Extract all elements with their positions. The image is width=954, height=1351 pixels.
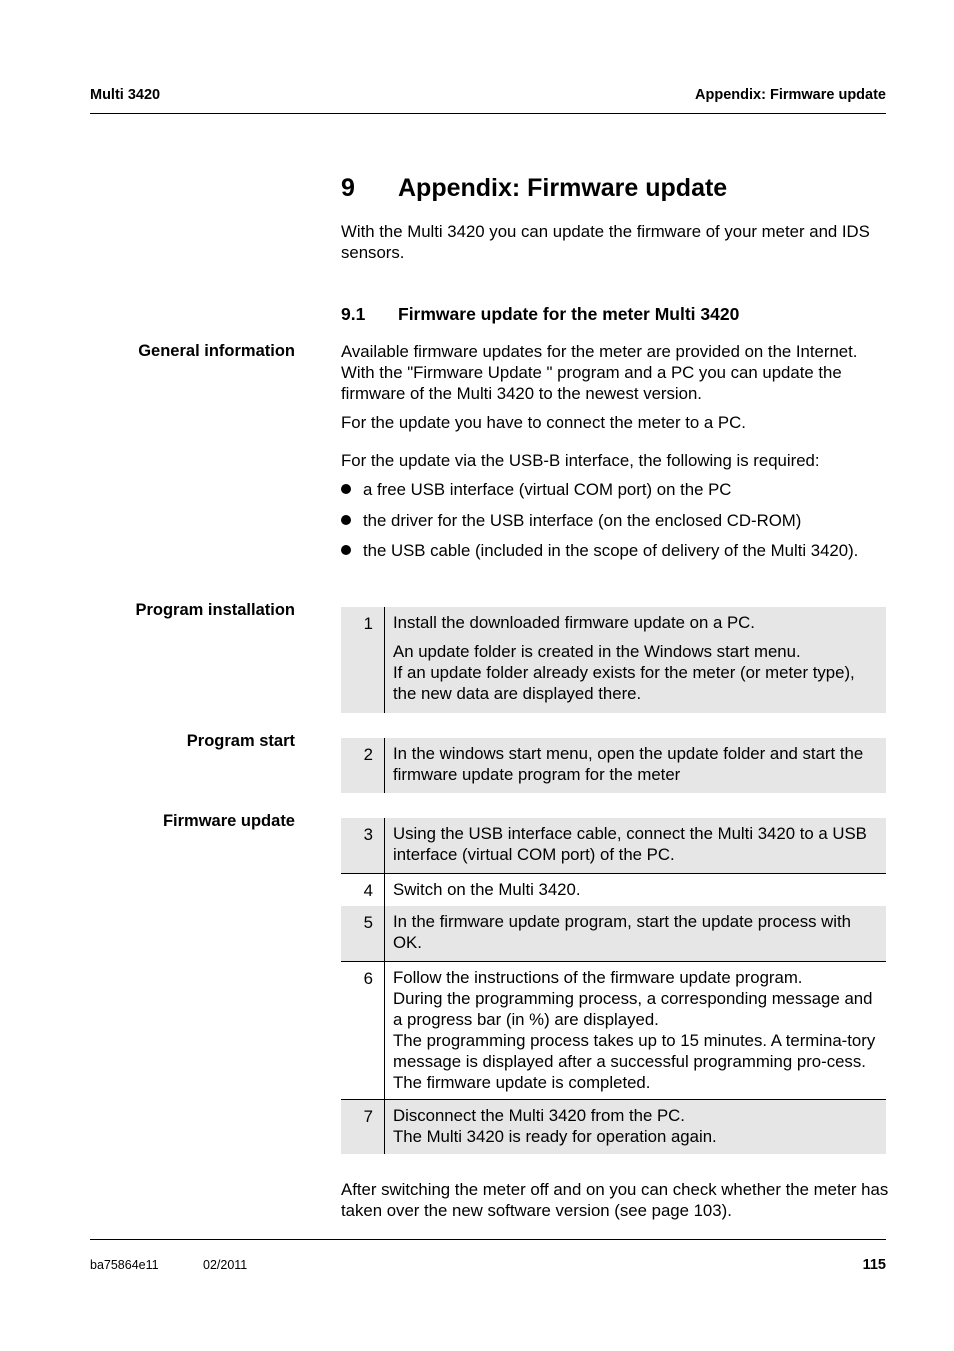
general-paragraph-3: For the update via the USB-B interface, the following is required: xyxy=(341,451,820,470)
list-item-text: the USB cable (included in the scope of delivery of the Multi 3420). xyxy=(363,541,859,560)
step-row xyxy=(341,738,886,793)
header-product: Multi 3420 xyxy=(90,87,161,103)
footer-rule xyxy=(90,1239,886,1240)
chapter-number: 9 xyxy=(341,174,355,202)
closing-paragraph: After switching the meter off and on you can check whether the meter has taken over the new software version (see page 103). xyxy=(341,1180,889,1220)
step-row xyxy=(341,962,886,1099)
list-item-text: the driver for the USB interface (on the enclosed CD-ROM) xyxy=(363,511,802,530)
step-line: In the firmware update program, start the update process with OK. xyxy=(393,912,851,952)
side-label-program-installation: Program installation xyxy=(135,601,295,619)
step-number: 6 xyxy=(363,969,373,988)
general-paragraph-2: For the update you have to connect the meter to a PC. xyxy=(341,413,746,432)
bullet-icon xyxy=(341,545,351,555)
step-line: In the windows start menu, open the update folder and start the firmware update program for the meter xyxy=(393,744,864,784)
bullet-icon xyxy=(341,484,351,494)
step-divider xyxy=(384,962,385,1099)
step-text xyxy=(393,612,878,704)
step-divider xyxy=(384,607,385,713)
step-number: 1 xyxy=(363,614,373,633)
step-line: Disconnect the Multi 3420 from the PC. The Multi 3420 is ready for operation again. xyxy=(393,1106,717,1146)
step-number: 7 xyxy=(363,1107,373,1126)
step-row xyxy=(341,874,886,906)
step-text xyxy=(393,743,878,785)
side-label-general-information: General information xyxy=(138,342,295,360)
step-text xyxy=(393,1105,878,1147)
step-row xyxy=(341,1100,886,1154)
step-text xyxy=(393,823,878,865)
step-row xyxy=(341,818,886,873)
side-label-firmware-update: Firmware update xyxy=(162,812,295,830)
step-divider xyxy=(384,1100,385,1154)
step-text xyxy=(393,879,878,900)
bullet-icon xyxy=(341,515,351,525)
step-line: Install the downloaded firmware update on a PC. xyxy=(393,613,755,632)
step-number: 2 xyxy=(363,745,373,764)
step-line: Follow the instructions of the firmware update program. During the programming process, a corresponding message and a progress bar (in %) are displayed. The programming process takes up to 15 minutes. A termina-tory message is displayed after a successful programming pro-cess. The firmware update is completed. xyxy=(393,968,876,1092)
step-number: 4 xyxy=(363,881,373,900)
step-row xyxy=(341,906,886,961)
step-text xyxy=(393,911,878,953)
section-number: 9.1 xyxy=(341,304,366,324)
list-item-text: a free USB interface (virtual COM port) on the PC xyxy=(363,480,732,499)
page-number: 115 xyxy=(862,1257,886,1273)
step-divider xyxy=(384,738,385,793)
step-line: Using the USB interface cable, connect the Multi 3420 to a USB interface (virtual COM port) of the PC. xyxy=(393,824,867,864)
step-number: 5 xyxy=(363,913,373,932)
side-label-program-start: Program start xyxy=(186,732,295,750)
footer-doc-id: ba75864e11 xyxy=(90,1258,159,1272)
chapter-title: Appendix: Firmware update xyxy=(398,174,728,202)
step-divider xyxy=(384,818,385,873)
step-text xyxy=(393,967,878,1093)
footer-date: 02/2011 xyxy=(203,1258,248,1272)
step-divider xyxy=(384,906,385,961)
step-number: 3 xyxy=(363,825,373,844)
header-section: Appendix: Firmware update xyxy=(695,87,886,103)
section-title: Firmware update for the meter Multi 3420 xyxy=(398,304,740,324)
step-row xyxy=(341,607,886,713)
step-line: An update folder is created in the Windows start menu. If an update folder already exists for the meter (or meter type), the new data are displayed there. xyxy=(393,642,855,703)
intro-paragraph: With the Multi 3420 you can update the firmware of your meter and IDS sensors. xyxy=(341,222,870,262)
general-paragraph-1: Available firmware updates for the meter are provided on the Internet. With the "Firmware Update " program and a PC you can update the firmware of the Multi 3420 to the newest version. xyxy=(341,342,858,403)
header-rule xyxy=(90,113,886,114)
step-line: Switch on the Multi 3420. xyxy=(393,880,581,899)
step-divider xyxy=(384,874,385,906)
